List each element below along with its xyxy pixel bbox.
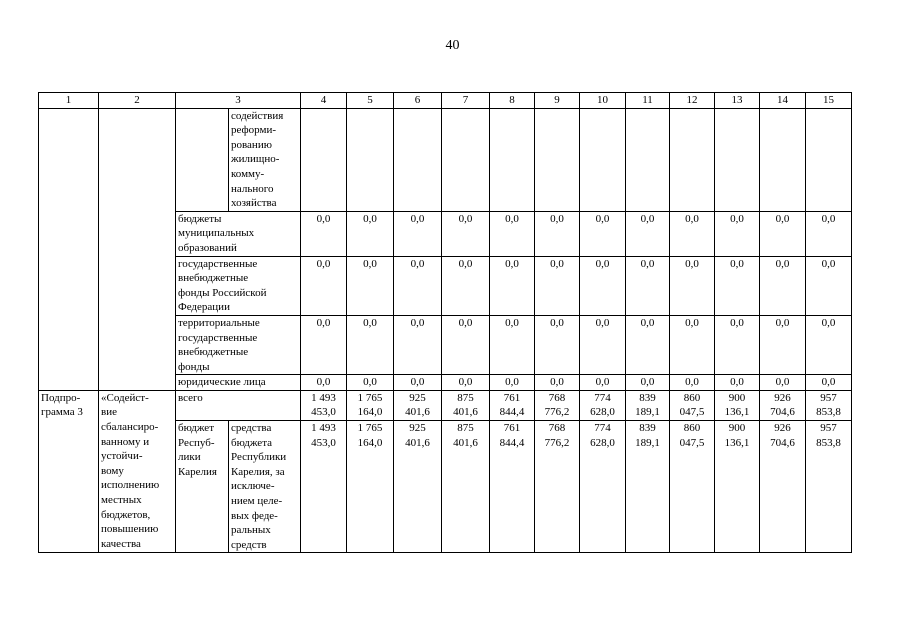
header-cell: 4 [301,93,347,109]
row-label: содействия реформи- рованию жилищно- комму- нального хозяйства [229,108,301,211]
value-cell: 900 136,1 [715,390,760,420]
value-cell: 925 401,6 [394,421,442,553]
value-cell: 774 628,0 [580,421,626,553]
value-cell: 0,0 [442,315,490,374]
value-cell: 0,0 [490,256,535,315]
row-label: бюджеты муниципальных образований [176,211,301,256]
value-cell: 1 765 164,0 [347,421,394,553]
value-cell: 0,0 [806,375,852,391]
header-cell: 6 [394,93,442,109]
value-cell: 0,0 [394,256,442,315]
value-cell: 0,0 [626,375,670,391]
header-cell: 9 [535,93,580,109]
value-cell: 0,0 [670,375,715,391]
value-cell: 926 704,6 [760,421,806,553]
header-cell: 11 [626,93,670,109]
value-cell: 926 704,6 [760,390,806,420]
value-cell: 0,0 [806,256,852,315]
subprogram-number: Подпро- грамма 3 [39,390,99,553]
row-label: юридические лица [176,375,301,391]
header-row [39,93,852,109]
value-cell: 0,0 [760,256,806,315]
value-cell: 0,0 [715,211,760,256]
value-cell: 1 493 453,0 [301,390,347,420]
row-label: бюджет Респуб- лики Карелия [176,421,229,553]
value-cell: 0,0 [806,211,852,256]
value-cell: 0,0 [626,256,670,315]
value-cell: 0,0 [301,211,347,256]
value-cell: 957 853,8 [806,390,852,420]
empty-cell [39,108,99,390]
value-cell: 0,0 [347,211,394,256]
value-cell: 0,0 [535,315,580,374]
value-cell: 1 765 164,0 [347,390,394,420]
table-row [39,108,852,211]
row-label: государственные внебюджетные фонды Российской Федерации [176,256,301,315]
value-cell: 0,0 [580,211,626,256]
value-cell: 0,0 [301,375,347,391]
value-cell: 0,0 [580,375,626,391]
empty-cell [176,108,229,211]
row-sublabel: средства бюджета Республики Карелия, за исключе- нием целе- вых феде- ральных средств [229,421,301,553]
value-cell: 0,0 [394,315,442,374]
header-cell: 10 [580,93,626,109]
value-cell: 0,0 [715,375,760,391]
value-cell: 0,0 [347,256,394,315]
value-cell: 875 401,6 [442,390,490,420]
value-cell: 1 493 453,0 [301,421,347,553]
header-cell: 7 [442,93,490,109]
value-cell: 0,0 [442,375,490,391]
value-cell: 0,0 [670,211,715,256]
row-label: всего [176,390,301,420]
value-cell: 0,0 [535,211,580,256]
value-cell: 0,0 [490,211,535,256]
value-cell: 0,0 [626,211,670,256]
value-cell: 0,0 [347,375,394,391]
value-cell: 761 844,4 [490,390,535,420]
value-cell: 768 776,2 [535,390,580,420]
table-row [39,390,852,420]
value-cell: 0,0 [626,315,670,374]
value-cell: 900 136,1 [715,421,760,553]
value-cell: 860 047,5 [670,421,715,553]
page-number: 40 [445,38,460,53]
value-cell: 0,0 [535,375,580,391]
value-cell: 0,0 [490,315,535,374]
value-cell: 0,0 [715,256,760,315]
header-cell: 1 [39,93,99,109]
value-cell: 761 844,4 [490,421,535,553]
header-cell: 14 [760,93,806,109]
value-cell: 0,0 [760,375,806,391]
value-cell: 839 189,1 [626,421,670,553]
value-cell: 925 401,6 [394,390,442,420]
value-cell: 0,0 [301,315,347,374]
value-cell: 839 189,1 [626,390,670,420]
value-cell: 0,0 [394,375,442,391]
header-cell: 5 [347,93,394,109]
header-cell: 8 [490,93,535,109]
value-cell: 774 628,0 [580,390,626,420]
value-cell: 0,0 [806,315,852,374]
value-cell: 0,0 [301,256,347,315]
value-cell: 0,0 [715,315,760,374]
header-cell: 12 [670,93,715,109]
value-cell: 0,0 [760,315,806,374]
value-cell: 0,0 [442,256,490,315]
header-cell: 15 [806,93,852,109]
row-label: территориальные государственные внебюджетные фонды [176,315,301,374]
value-cell: 0,0 [490,375,535,391]
value-cell: 0,0 [394,211,442,256]
header-cell: 2 [99,93,176,109]
value-cell: 860 047,5 [670,390,715,420]
value-cell: 0,0 [760,211,806,256]
value-cell: 0,0 [442,211,490,256]
value-cell: 0,0 [347,315,394,374]
header-cell: 3 [176,93,301,109]
value-cell: 0,0 [580,256,626,315]
header-cell: 13 [715,93,760,109]
value-cell: 0,0 [580,315,626,374]
subprogram-name: «Содейст- вие сбалансиро- ванному и устойчи- вому исполнению местных бюджетов, повышению качества [99,390,176,553]
value-cell: 0,0 [535,256,580,315]
value-cell: 875 401,6 [442,421,490,553]
value-cell: 768 776,2 [535,421,580,553]
value-cell: 0,0 [670,256,715,315]
value-cell: 0,0 [670,315,715,374]
budget-table [38,92,852,553]
value-cell: 957 853,8 [806,421,852,553]
empty-cell [99,108,176,390]
